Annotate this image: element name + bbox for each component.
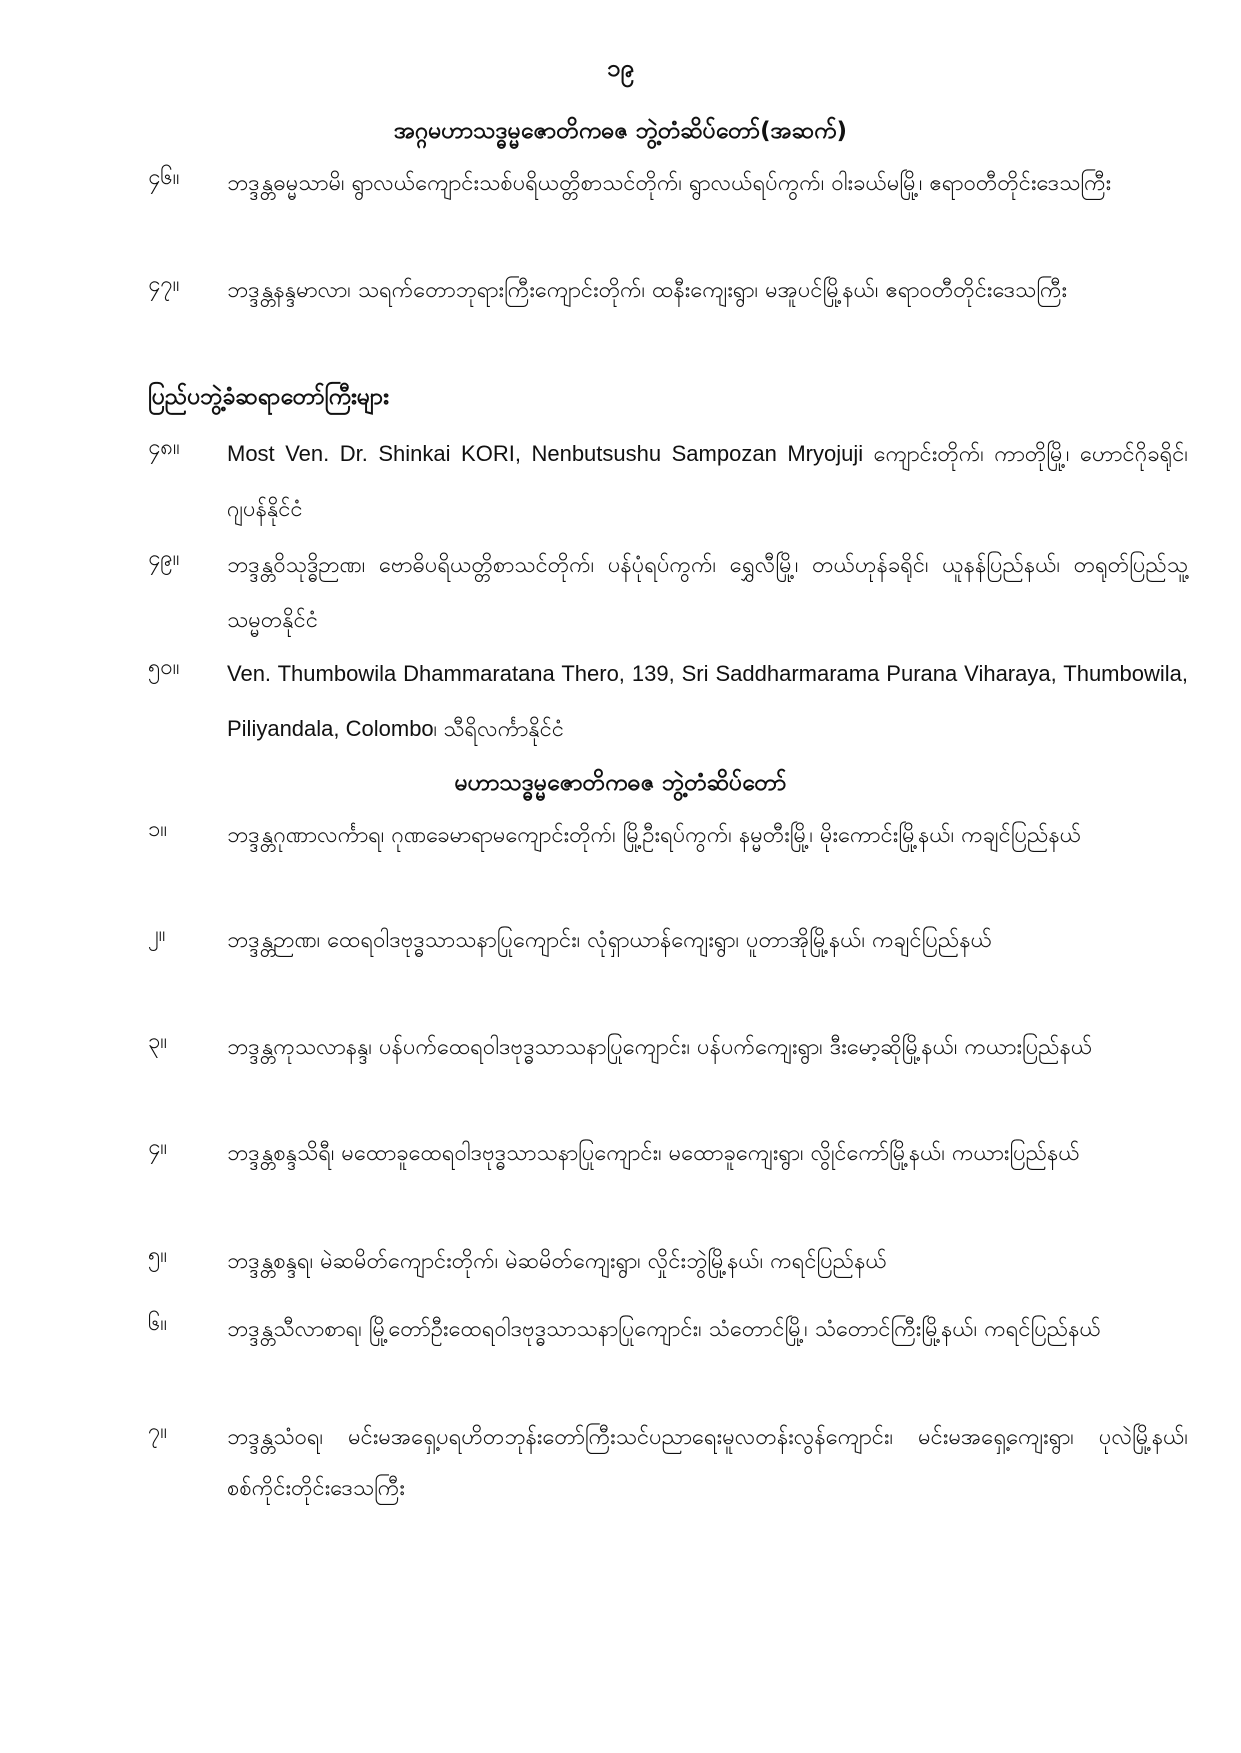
entry-text: ဘဒ္ဒန္တသံဝရ၊ မင်းမအရှေ့ပရဟိတဘုန်းတော်ကြီးသင်ပညာရေးမူလတန်းလွန်ကျောင်း၊ မင်းမအရှေ့ကျေးရွာ၊ ပုလဲမြို့နယ်၊ စစ်ကိုင်းတိုင်းဒေသကြီး (227, 1425, 1188, 1501)
list-item (148, 1236, 1188, 1287)
entry-text: ဘဒ္ဒန္တဓမ္မသာမိ၊ ရွာလယ်ကျောင်းသစ်ပရိယတ္တိစာသင်တိုက်၊ ရွာလယ်ရပ်ကွက်၊ ဝါးခယ်မမြို့၊ ဧရာဝတီတိုင်းဒေသကြီး (227, 171, 1112, 196)
list-item (148, 1304, 1188, 1355)
entry-number: ၅၀။ (148, 655, 180, 680)
page-number: ၁၉ (607, 54, 634, 82)
entry-number: ၇။ (148, 1419, 168, 1444)
entry-text: ဘဒ္ဒန္တကုသလာနန္ဒ၊ ပန်ပက်ထေရဝါဒဗုဒ္ဓသာသနာပြုကျောင်း၊ ပန်ပက်ကျေးရွာ၊ ဒီးမော့ဆိုမြို့နယ်၊ ကယားပြည်နယ် (227, 1035, 1093, 1060)
entry-text: ဘဒ္ဒန္တဝိသုဒ္ဓိဉာဏ၊ ဗောဓိပရိယတ္တိစာသင်တိုက်၊ ပန်ပုံရပ်ကွက်၊ ရွှေလီမြို့၊ တယ်ဟုန်ခရိုင်၊ ယူနန်ပြည်နယ်၊ တရုတ်ပြည်သူ့သမ္မတနိုင်ငံ (227, 552, 1188, 632)
entry-text: Ven. Thumbowila Dhammaratana Thero, 139, Sri Saddharmarama Purana Viharaya, Thumbowila, Piliyandala, Colombo၊ သီရိလင်္ကာနိုင်ငံ (227, 661, 1188, 741)
entry-number: ၄၉။ (148, 546, 180, 571)
entry-number: ၄၆။ (148, 165, 180, 190)
entry-text: ဘဒ္ဒန္တဂုဏာလင်္ကာရ၊ ဂုဏခေမာရာမကျောင်းတိုက်၊ မြို့ဦးရပ်ကွက်၊ နမ္မတီးမြို့၊ မိုးကောင်းမြို့နယ်၊ ကချင်ပြည်နယ် (227, 823, 1082, 848)
list-item (148, 265, 1188, 316)
section-heading-agga: အဂ္ဂမဟာသဒ္ဓမ္မဇောတိကဓဇ ဘွဲ့တံဆိပ်တော်(အဆက်) (394, 118, 847, 144)
entry-number: ၃။ (148, 1029, 168, 1054)
entry-number: ၆။ (148, 1311, 168, 1336)
list-item (148, 915, 1188, 966)
list-item (148, 158, 1188, 209)
entry-text: ဘဒ္ဒန္တသီလာစာရ၊ မြို့တော်ဦးထေရဝါဒဗုဒ္ဓသာသနာပြုကျောင်း၊ သံတောင်မြို့၊ သံတောင်ကြီးမြို့နယ်၊ ကရင်ပြည်နယ် (227, 1317, 1101, 1342)
entry-text: ဘဒ္ဒန္တစန္ဒရ၊ မဲဆမိတ်ကျောင်းတိုက်၊ မဲဆမိတ်ကျေးရွာ၊ လှိုင်းဘွဲမြို့နယ်၊ ကရင်ပြည်နယ် (227, 1249, 887, 1274)
entry-text: ဘဒ္ဒန္တဉာဏ၊ ထေရဝါဒဗုဒ္ဓသာသနာပြုကျောင်း၊ လုံရှာယာန်ကျေးရွာ၊ ပူတာအိုမြို့နယ်၊ ကချင်ပြည်နယ် (227, 928, 992, 953)
section-heading-foreign: ပြည်ပဘွဲ့ခံဆရာတော်ကြီးများ (148, 384, 389, 410)
entry-number: ၄။ (148, 1135, 168, 1160)
list-item (148, 1412, 1188, 1514)
entry-text: ဘဒ္ဒန္တစန္ဒသိရီ၊ မထောခူထေရဝါဒဗုဒ္ဓသာသနာပြုကျောင်း၊ မထောခူကျေးရွာ၊ လွိုင်ကော်မြို့နယ်၊ ကယားပြည်နယ် (227, 1141, 1080, 1166)
list-item (148, 810, 1188, 861)
entry-number: ၄၈။ (148, 435, 180, 460)
list-item (148, 1022, 1188, 1073)
entry-text: Most Ven. Dr. Shinkai KORI, Nenbutsushu Sampozan Mryojuji ကျောင်းတိုက်၊ ကာတိုမြို့၊ ဟောင်ဂိုခရိုင်၊ ဂျပန်နိုင်ငံ (227, 441, 1188, 521)
entry-text: ဘဒ္ဒန္တနန္ဒမာလာ၊ သရက်တောဘုရားကြီးကျောင်းတိုက်၊ ထနီးကျေးရွာ၊ မအူပင်မြို့နယ်၊ ဧရာဝတီတိုင်းဒေသကြီး (227, 278, 1068, 303)
entry-number: ၂။ (148, 922, 166, 947)
list-item (148, 646, 1188, 756)
section-heading-maha: မဟာသဒ္ဓမ္မဇောတိကဓဇ ဘွဲ့တံဆိပ်တော် (454, 770, 787, 796)
entry-number: ၁။ (148, 817, 168, 842)
entry-number: ၄၇။ (148, 272, 180, 297)
list-item (148, 1128, 1188, 1179)
list-item (148, 537, 1188, 647)
entry-number: ၅။ (148, 1243, 168, 1268)
list-item (148, 426, 1188, 536)
